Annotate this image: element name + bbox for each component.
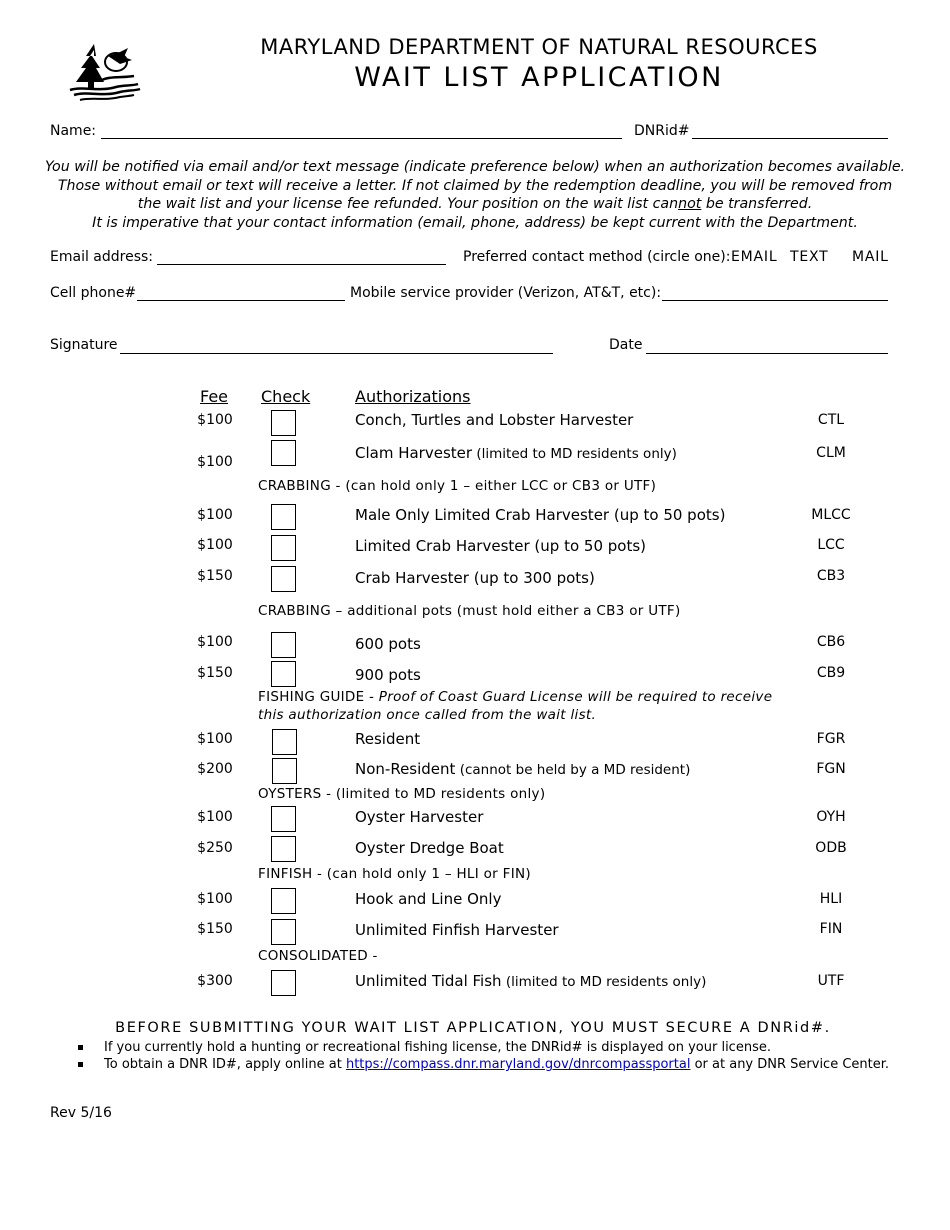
authorization-lcc: Limited Crab Harvester (up to 50 pots)	[355, 537, 647, 555]
code-cb9: CB9	[816, 665, 846, 681]
provider-label: Mobile service provider (Verizon, AT&T, etc):	[350, 285, 662, 301]
compass-portal-link[interactable]: https://compass.dnr.maryland.gov/dnrcompassportal	[345, 1057, 691, 1072]
authorization-cb9: 900 pots	[355, 666, 421, 684]
dnrid-requirement-heading: BEFORE SUBMITTING YOUR WAIT LIST APPLICATION, YOU MUST SECURE A DNRid#.	[115, 1020, 831, 1036]
section-fishing-guide-note: this authorization once called from the wait list.	[258, 707, 597, 723]
authorization-fgr: Resident	[355, 730, 421, 748]
checkbox-fgn[interactable]	[272, 758, 297, 784]
checkbox-clm[interactable]	[271, 440, 296, 466]
authorization-oyh: Oyster Harvester	[355, 808, 484, 826]
code-cb3: CB3	[816, 568, 846, 584]
notice-line-3: the wait list and your license fee refunded. Your position on the wait list cannot be transferred.	[137, 196, 813, 212]
checkbox-oyh[interactable]	[271, 806, 296, 832]
contact-option-mail[interactable]: MAIL	[852, 249, 889, 265]
fee-clm: $100	[197, 454, 233, 470]
signature-label: Signature	[50, 337, 118, 353]
page-title: WAIT LIST APPLICATION	[354, 62, 724, 93]
checkbox-fin[interactable]	[271, 919, 296, 945]
code-mlcc: MLCC	[811, 507, 851, 523]
notice-emphasis: not	[678, 196, 702, 212]
authorizations-column-header: Authorizations	[355, 387, 471, 406]
checkbox-fgr[interactable]	[272, 729, 297, 755]
notice-line-4: It is imperative that your contact information (email, phone, address) be kept current with the Department.	[92, 214, 858, 231]
code-clm: CLM	[816, 445, 846, 461]
contact-option-email[interactable]: EMAIL	[731, 249, 778, 265]
cell-phone-field[interactable]	[137, 300, 345, 301]
checkbox-odb[interactable]	[271, 836, 296, 862]
section-crabbing: CRABBING - (can hold only 1 – either LCC or CB3 or UTF)	[258, 478, 657, 494]
authorization-hli: Hook and Line Only	[355, 890, 502, 908]
contact-option-text[interactable]: TEXT	[790, 249, 829, 265]
checkbox-lcc[interactable]	[271, 535, 296, 561]
fee-utf: $300	[197, 973, 233, 989]
fee-cb3: $150	[197, 568, 233, 584]
revision-label: Rev 5/16	[50, 1105, 112, 1121]
checkbox-hli[interactable]	[271, 888, 296, 914]
notice-paragraph	[40, 158, 910, 232]
code-fin: FIN	[819, 921, 843, 937]
bullet-icon	[78, 1045, 83, 1050]
checkbox-ctl[interactable]	[271, 410, 296, 436]
checkbox-cb9[interactable]	[271, 661, 296, 687]
authorization-ctl: Conch, Turtles and Lobster Harvester	[355, 411, 634, 429]
code-oyh: OYH	[816, 809, 846, 825]
fee-cb9: $150	[197, 665, 233, 681]
authorization-fgn: Non-Resident (cannot be held by a MD resident)	[355, 760, 691, 778]
section-crabbing-additional: CRABBING – additional pots (must hold either a CB3 or UTF)	[258, 603, 681, 619]
code-fgn: FGN	[816, 761, 846, 777]
dnrid-field[interactable]	[692, 138, 888, 139]
name-field[interactable]	[101, 138, 622, 139]
authorization-mlcc: Male Only Limited Crab Harvester (up to 50 pots)	[355, 506, 726, 524]
signature-field[interactable]	[120, 353, 553, 354]
fee-oyh: $100	[197, 809, 233, 825]
fee-column-header: Fee	[200, 387, 229, 406]
contact-method-label: Preferred contact method (circle one):	[463, 249, 731, 265]
code-lcc: LCC	[817, 537, 845, 553]
code-hli: HLI	[819, 891, 843, 907]
authorization-fin: Unlimited Finfish Harvester	[355, 921, 559, 939]
checkbox-mlcc[interactable]	[271, 504, 296, 530]
fee-fgn: $200	[197, 761, 233, 777]
bullet-license-info: If you currently hold a hunting or recreational fishing license, the DNRid# is displayed on your license.	[78, 1040, 771, 1055]
date-label: Date	[609, 337, 643, 353]
code-odb: ODB	[815, 840, 847, 856]
fee-ctl: $100	[197, 412, 233, 428]
fee-fin: $150	[197, 921, 233, 937]
fee-fgr: $100	[197, 731, 233, 747]
notice-line-1: You will be notified via email and/or text message (indicate preference below) when an authorization becomes available.	[44, 159, 906, 175]
authorization-clm: Clam Harvester (limited to MD residents only)	[355, 444, 677, 462]
bullet-obtain-dnrid: To obtain a DNR ID#, apply online at https://compass.dnr.maryland.gov/dnrcompassportal or at any DNR Service Center.	[78, 1057, 889, 1072]
code-cb6: CB6	[816, 634, 846, 650]
fee-cb6: $100	[197, 634, 233, 650]
fee-lcc: $100	[197, 537, 233, 553]
email-label: Email address:	[50, 249, 154, 265]
authorization-cb6: 600 pots	[355, 635, 421, 653]
code-ctl: CTL	[817, 412, 845, 428]
date-field[interactable]	[646, 353, 888, 354]
email-field[interactable]	[157, 264, 446, 265]
checkbox-cb3[interactable]	[271, 566, 296, 592]
section-consolidated: CONSOLIDATED -	[258, 948, 378, 964]
code-fgr: FGR	[816, 731, 846, 747]
section-finfish: FINFISH - (can hold only 1 – HLI or FIN)	[258, 866, 531, 882]
cell-phone-label: Cell phone#	[50, 285, 137, 301]
code-utf: UTF	[817, 973, 845, 989]
bullet-icon	[78, 1062, 83, 1067]
section-oysters: OYSTERS - (limited to MD residents only)	[258, 786, 546, 802]
fee-odb: $250	[197, 840, 233, 856]
dnrid-label: DNRid#	[634, 123, 690, 139]
checkbox-utf[interactable]	[271, 970, 296, 996]
authorization-odb: Oyster Dredge Boat	[355, 839, 504, 857]
name-label: Name:	[50, 123, 97, 139]
checkbox-cb6[interactable]	[271, 632, 296, 658]
fee-mlcc: $100	[197, 507, 233, 523]
agency-name: MARYLAND DEPARTMENT OF NATURAL RESOURCES	[260, 35, 818, 59]
provider-field[interactable]	[662, 300, 888, 301]
fee-hli: $100	[197, 891, 233, 907]
check-column-header: Check	[261, 387, 311, 406]
authorization-cb3: Crab Harvester (up to 300 pots)	[355, 569, 595, 587]
authorization-utf: Unlimited Tidal Fish (limited to MD residents only)	[355, 972, 707, 990]
notice-line-2: Those without email or text will receive a letter. If not claimed by the redemption deadline, you will be removed from	[57, 177, 893, 194]
section-fishing-guide: FISHING GUIDE - Proof of Coast Guard License will be required to receive	[258, 689, 773, 705]
